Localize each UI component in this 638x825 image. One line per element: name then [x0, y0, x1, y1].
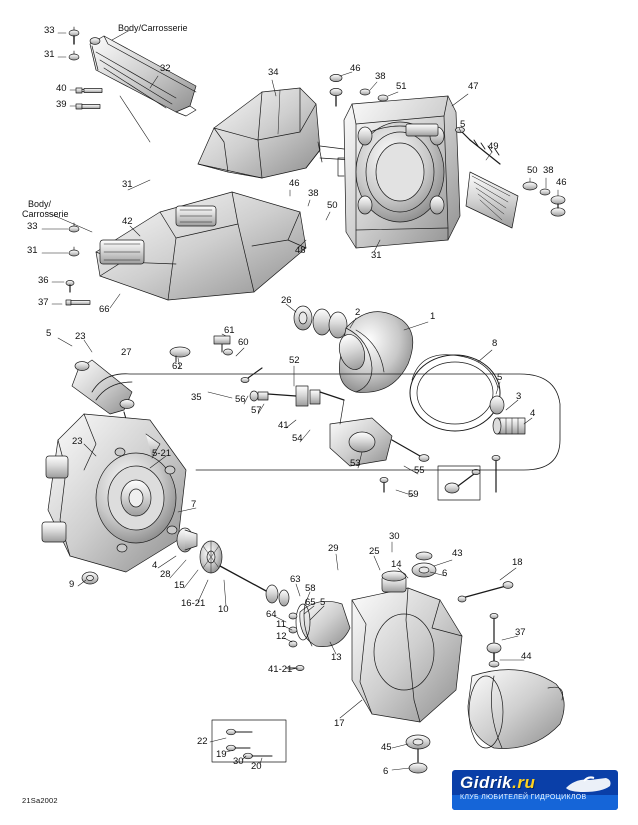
callout-33-top: 33: [44, 25, 55, 36]
callout-12: 12: [276, 631, 287, 642]
callout-41-21: 41-21: [268, 664, 293, 675]
callout-46-b: 46: [556, 177, 567, 188]
callout-47: 47: [468, 81, 479, 92]
jetski-icon: [562, 772, 614, 796]
callout-11: 11: [276, 619, 286, 630]
callout-49: 49: [488, 141, 499, 152]
callout-35: 35: [191, 392, 202, 403]
callout-19: 19: [216, 749, 227, 760]
callout-7: 7: [191, 499, 197, 510]
figure-number: 21Sa2002: [22, 796, 58, 805]
callout-31-b: 31: [122, 179, 133, 190]
callout-5-21: 5-21: [152, 448, 172, 459]
callout-16-21: 16-21: [181, 598, 206, 609]
callout-3: 3: [516, 391, 522, 402]
callout-62: 62: [172, 361, 183, 372]
callout-55: 55: [414, 465, 425, 476]
callout-34: 34: [268, 67, 279, 78]
callout-4-a: 4: [530, 408, 536, 419]
callout-10: 10: [218, 604, 229, 615]
callout-23-a: 23: [75, 331, 86, 342]
callout-39: 39: [56, 99, 67, 110]
callout-29: 29: [328, 543, 339, 554]
watermark-plate: [452, 770, 618, 810]
callout-65: 65: [305, 597, 316, 608]
callout-4-b: 4: [152, 560, 158, 571]
callout-23-b: 23: [72, 436, 83, 447]
caption-body-carrosserie-left-line1: Body/: [28, 199, 52, 209]
watermark-subtitle: КЛУБ ЛЮБИТЕЛЕЙ ГИДРОЦИКЛОВ: [460, 794, 587, 801]
watermark-logo: [452, 770, 618, 810]
callout-38-b: 38: [543, 165, 554, 176]
callout-40: 40: [56, 83, 67, 94]
callout-51: 51: [396, 81, 407, 92]
callout-30-b: 30: [233, 756, 244, 767]
callout-56: 56: [235, 394, 246, 405]
callout-37-a: 37: [38, 297, 49, 308]
callout-60: 60: [238, 337, 249, 348]
callout-66: 66: [99, 304, 110, 315]
callout-14: 14: [391, 559, 402, 570]
callout-61: 61: [224, 325, 235, 336]
callout-31-d: 31: [27, 245, 38, 256]
callout-9: 9: [69, 579, 75, 590]
callout-5-c: 5: [497, 372, 503, 383]
callout-33-b: 33: [27, 221, 38, 232]
callout-57: 57: [251, 405, 262, 416]
callout-28: 28: [160, 569, 171, 580]
callout-59: 59: [408, 489, 419, 500]
callout-17: 17: [334, 718, 345, 729]
callout-54: 54: [292, 433, 303, 444]
callout-50-b: 50: [327, 200, 338, 211]
callout-45: 45: [381, 742, 392, 753]
watermark-title: [460, 773, 535, 793]
callout-13: 13: [331, 652, 342, 663]
callout-2: 2: [355, 307, 361, 318]
callout-31-c: 31: [371, 250, 382, 261]
callout-36: 36: [38, 275, 49, 286]
callout-53: 53: [350, 458, 361, 469]
callout-37-b: 37: [515, 627, 526, 638]
callout-6-a: 6: [442, 568, 448, 579]
callout-20: 20: [251, 761, 262, 772]
caption-body-carrosserie-top: Body/Carrosserie: [118, 23, 188, 33]
caption-body-carrosserie-left-line2: Carrosserie: [22, 209, 69, 219]
callout-50-a: 50: [527, 165, 538, 176]
callout-38-c: 38: [308, 188, 319, 199]
callout-27: 27: [121, 347, 132, 358]
callout-26: 26: [281, 295, 292, 306]
callout-63: 63: [290, 574, 301, 585]
callout-46-c: 46: [289, 178, 300, 189]
callout-15: 15: [174, 580, 185, 591]
callout-5-d: 5: [320, 597, 326, 608]
watermark-brand: Gidrik: [460, 773, 513, 792]
callout-8: 8: [492, 338, 498, 349]
callout-30-a: 30: [389, 531, 400, 542]
callout-43: 43: [452, 548, 463, 559]
callout-58: 58: [305, 583, 316, 594]
callout-6-b: 6: [383, 766, 389, 777]
callout-5-b: 5: [46, 328, 52, 339]
callout-31-top: 31: [44, 49, 55, 60]
callout-18: 18: [512, 557, 523, 568]
watermark-suffix: .ru: [512, 773, 536, 792]
callout-48: 48: [295, 245, 306, 256]
callout-44: 44: [521, 651, 532, 662]
callout-41: 41: [278, 420, 289, 431]
callout-32: 32: [160, 63, 171, 74]
callout-38-a: 38: [375, 71, 386, 82]
callout-52: 52: [289, 355, 300, 366]
callout-64: 64: [266, 609, 277, 620]
callout-25: 25: [369, 546, 380, 557]
callout-46-a: 46: [350, 63, 361, 74]
callout-5-a: 5: [460, 119, 466, 130]
callout-42: 42: [122, 216, 133, 227]
callout-1: 1: [430, 311, 436, 322]
callout-22: 22: [197, 736, 208, 747]
